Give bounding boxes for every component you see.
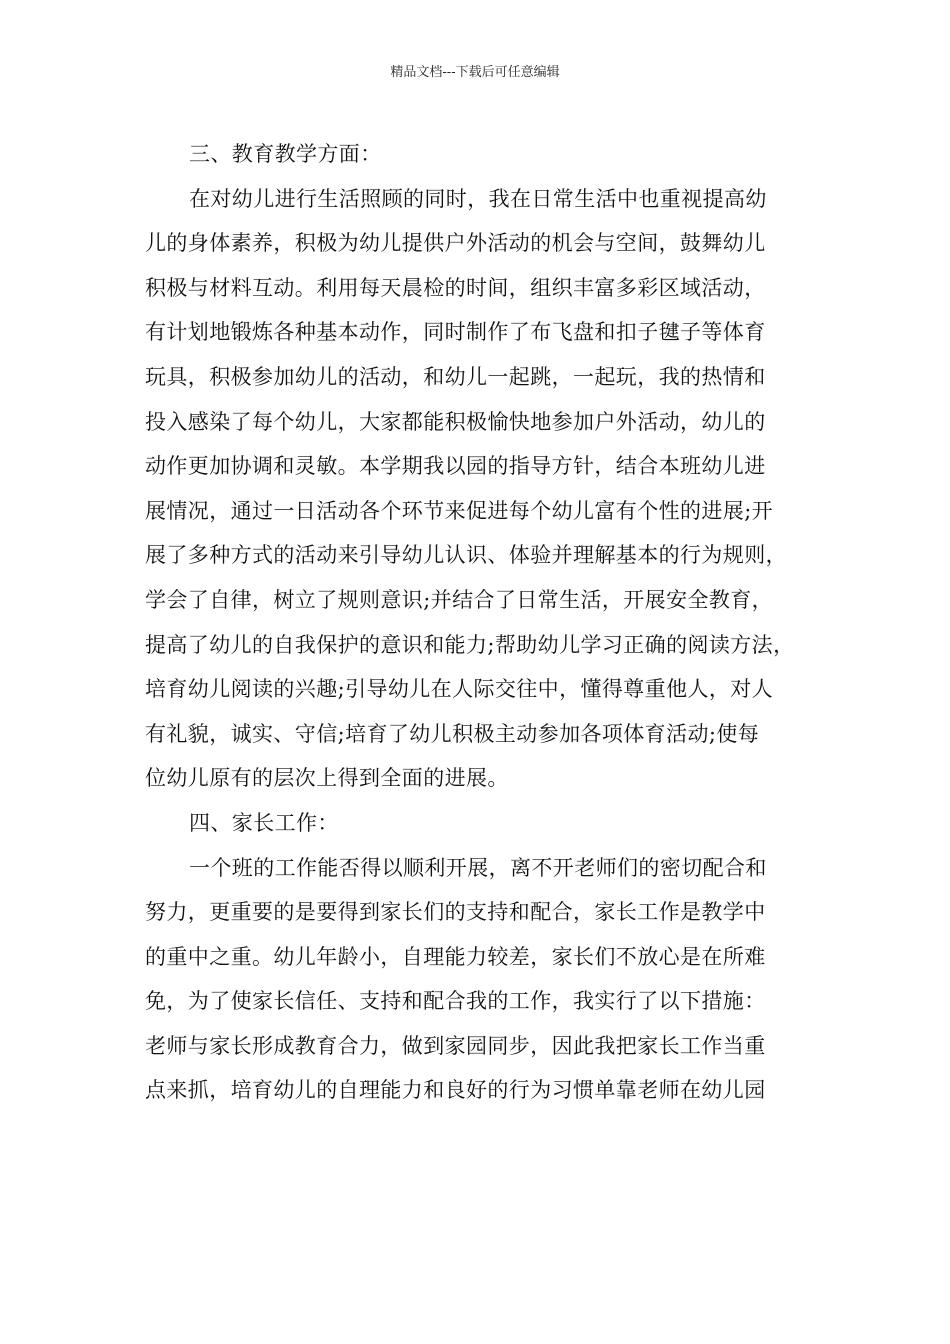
- body-line: 培育幼儿阅读的兴趣;引导幼儿在人际交往中，懂得尊重他人，对人: [145, 677, 774, 702]
- body-line: 有礼貌，诚实、守信;培育了幼儿积极主动参加各项体育活动;使每: [145, 721, 760, 746]
- body-line: 点来抓，培育幼儿的自理能力和良好的行为习惯单靠老师在幼儿园: [145, 1078, 766, 1103]
- body-line: 动作更加协调和灵敏。本学期我以园的指导方针，结合本班幼儿进: [145, 454, 766, 479]
- body-line: 提高了幼儿的自我保护的意识和能力;帮助幼儿学习正确的阅读方法，: [145, 632, 795, 657]
- body-line: 老师与家长形成教育合力，做到家园同步，因此我把家长工作当重: [145, 1033, 766, 1058]
- body-line: 有计划地锻炼各种基本动作，同时制作了布飞盘和扣子毽子等体育: [145, 320, 766, 345]
- body-line: 玩具，积极参加幼儿的活动，和幼儿一起跳，一起玩，我的热情和: [145, 364, 766, 389]
- body-line: 努力，更重要的是要得到家长们的支持和配合，家长工作是教学中: [145, 900, 766, 925]
- body-line: 儿的身体素养，积极为幼儿提供户外活动的机会与空间，鼓舞幼儿: [145, 231, 766, 256]
- body-line: 展了多种方式的活动来引导幼儿认识、体验并理解基本的行为规则，: [145, 543, 787, 568]
- body-line: 展情况，通过一日活动各个环节来促进每个幼儿富有个性的进展;开: [145, 498, 774, 523]
- body-line: 位幼儿原有的层次上得到全面的进展。: [145, 766, 509, 791]
- body-line: 的重中之重。幼儿年龄小，自理能力较差，家长们不放心是在所难: [145, 944, 766, 969]
- body-line: 免，为了使家长信任、支持和配合我的工作，我实行了以下措施：: [145, 989, 766, 1014]
- body-line: 三、教育教学方面：: [189, 142, 382, 166]
- body-line: 在对幼儿进行生活照顾的同时，我在日常生活中也重视提高幼: [189, 186, 767, 211]
- page-header: 精品文档---下载后可任意编辑: [390, 65, 560, 80]
- body-line: 一个班的工作能否得以顺利开展，离不开老师们的密切配合和: [189, 855, 767, 880]
- document-body: [145, 132, 825, 1113]
- body-line: 积极与材料互动。利用每天晨检的时间，组织丰富多彩区域活动，: [145, 275, 766, 300]
- body-line: 四、家长工作：: [189, 810, 339, 835]
- body-line: 投入感染了每个幼儿，大家都能积极愉快地参加户外活动，幼儿的: [145, 409, 766, 434]
- body-line: 学会了自律，树立了规则意识;并结合了日常生活，开展安全教育，: [145, 587, 774, 612]
